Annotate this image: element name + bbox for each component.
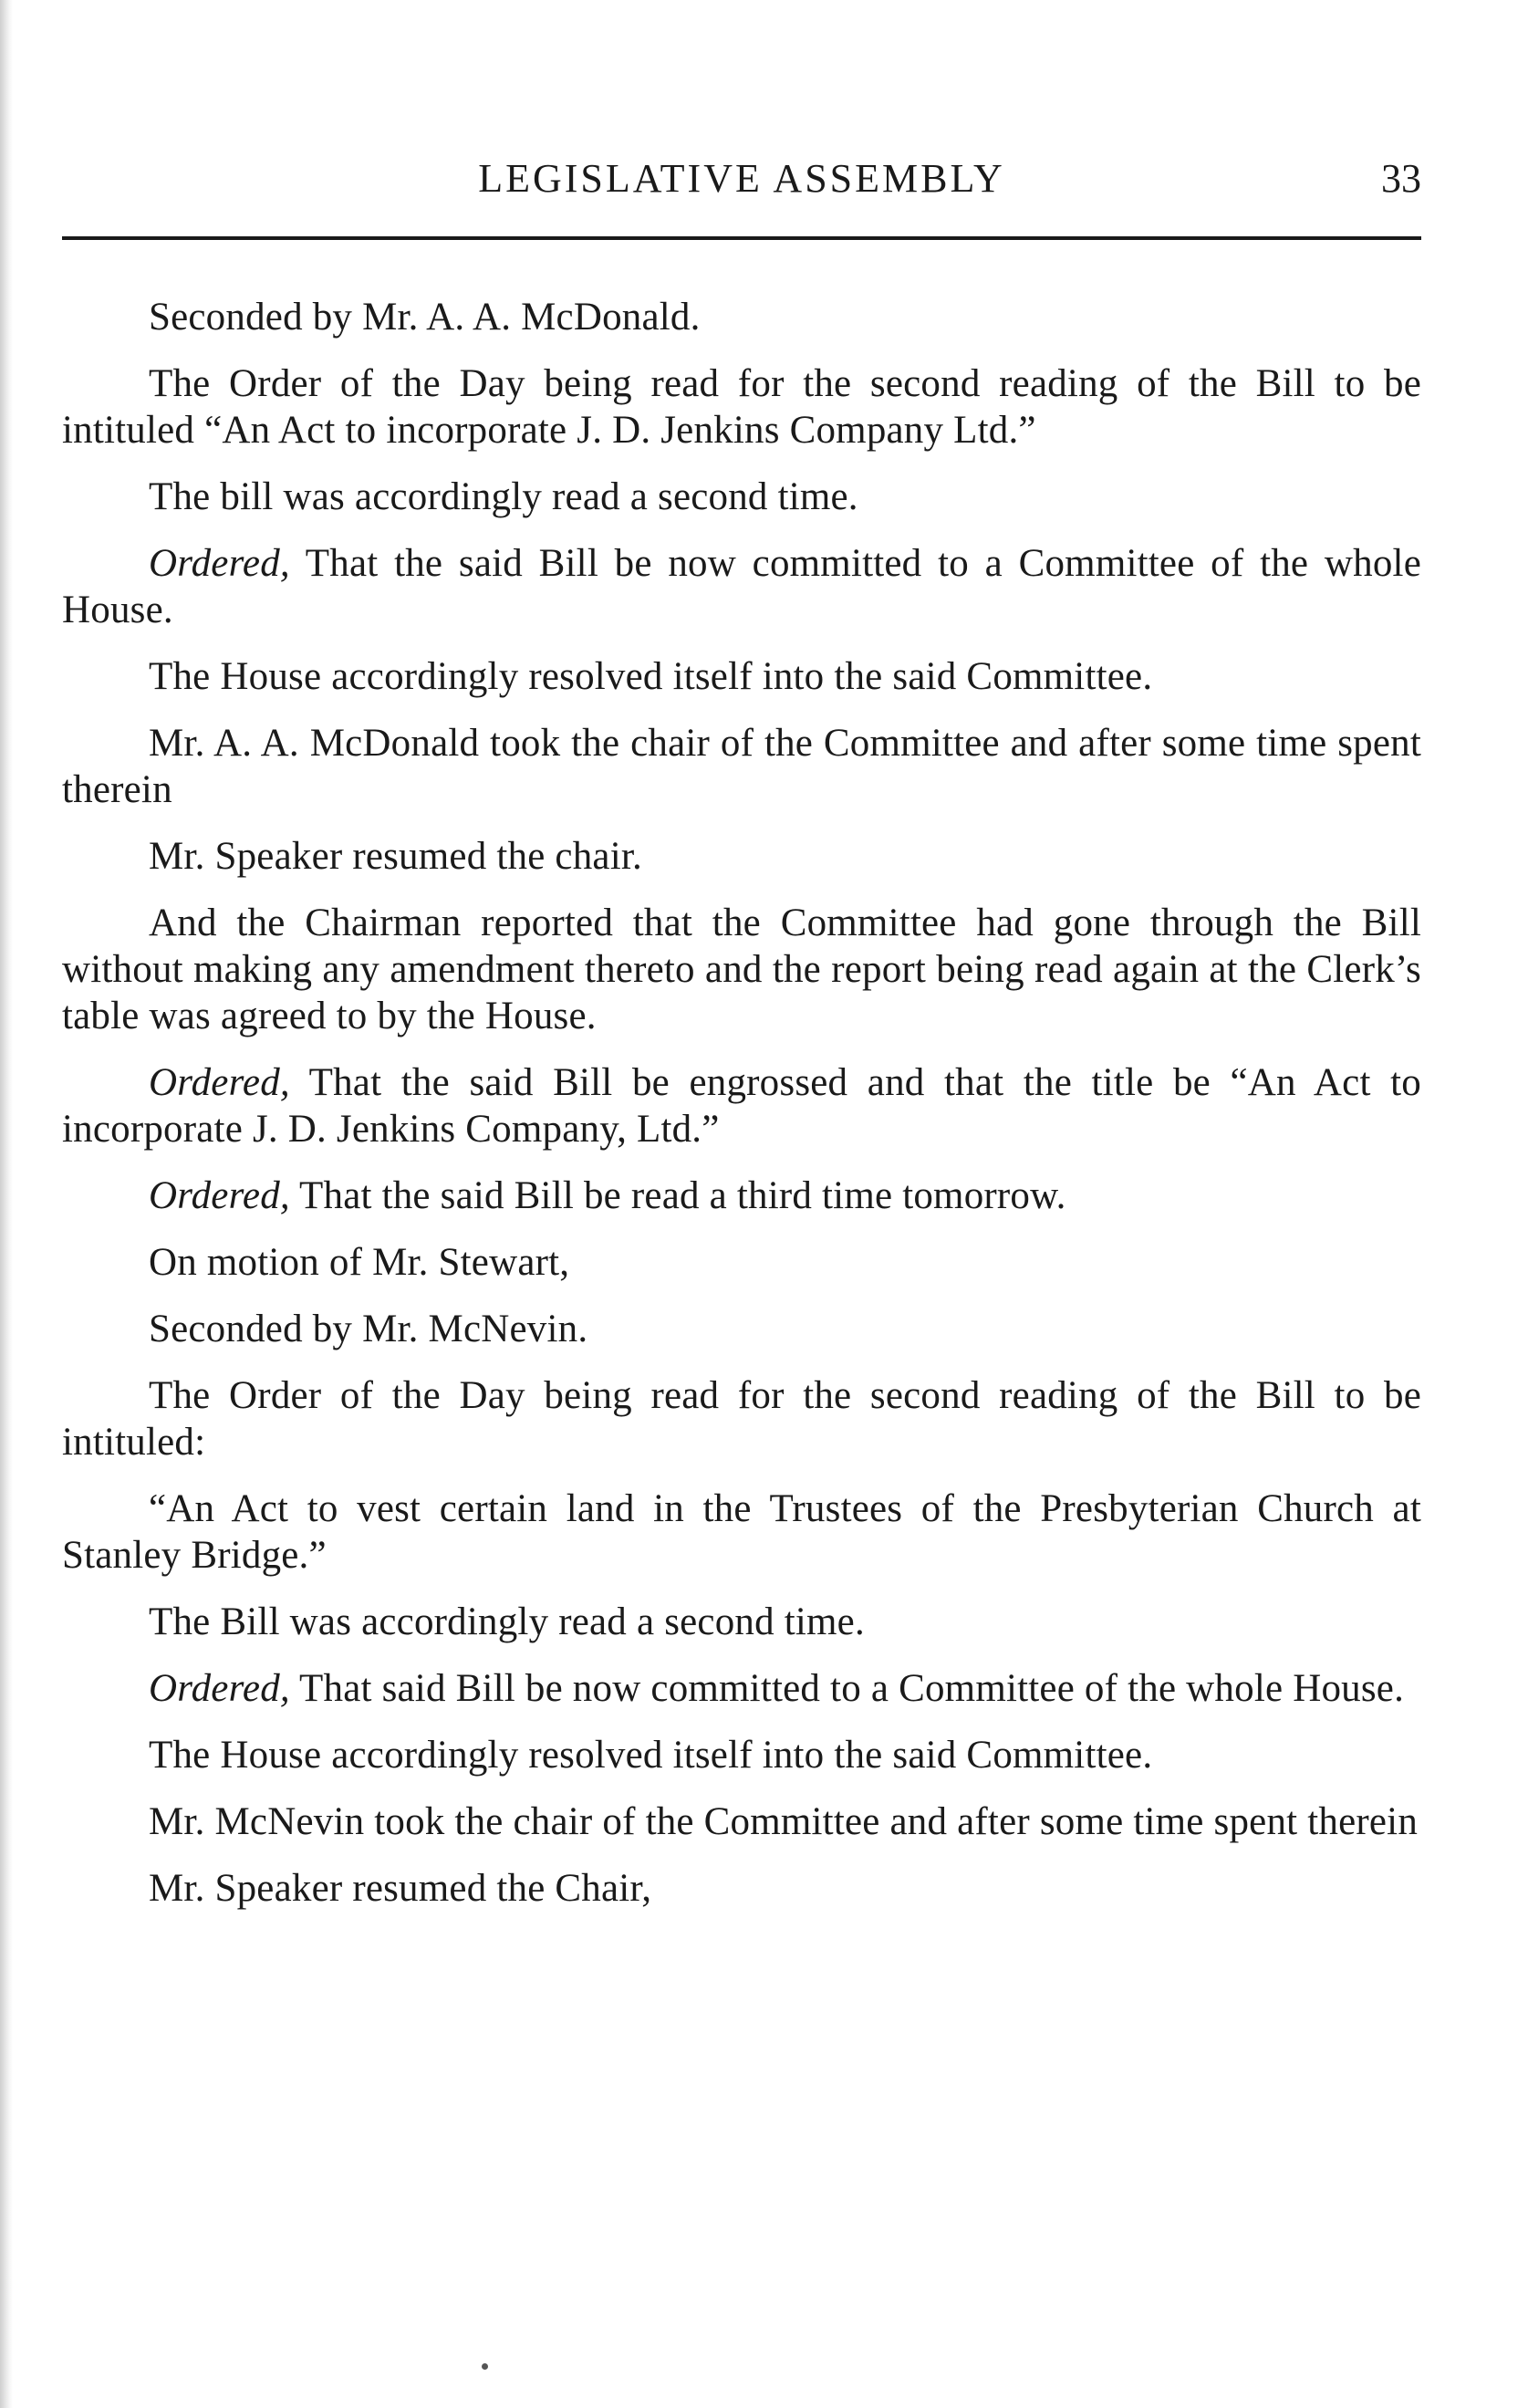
page-number: 33 <box>1381 156 1421 201</box>
paragraph: And the Chairman reported that the Committee had gone through the Bill without making any amendment thereto and the report being read again at the Clerk’s table was agreed to by the House. <box>62 902 1421 1037</box>
paragraph: “An Act to vest certain land in the Trustees of the Presbyterian Church at Stanley Bridge.” <box>62 1487 1421 1577</box>
page-edge-shadow <box>0 0 13 2408</box>
paragraph: Mr. Speaker resumed the chair. <box>149 835 642 878</box>
paragraph: Ordered, That the said Bill be now committed to a Committee of the whole House. <box>62 542 1421 631</box>
ordered-lead: Ordered, <box>149 1061 290 1104</box>
paragraph: Mr. Speaker resumed the Chair, <box>149 1867 652 1910</box>
paragraph: Mr. A. A. McDonald took the chair of the Committee and after some time spent therein <box>62 722 1421 811</box>
paragraph: Ordered, That the said Bill be read a third time tomorrow. <box>149 1174 1066 1217</box>
paragraph: The Bill was accordingly read a second time. <box>149 1600 865 1643</box>
ordered-lead: Ordered, <box>149 542 290 585</box>
paragraph: Seconded by Mr. McNevin. <box>149 1308 588 1350</box>
paragraph: Ordered, That said Bill be now committed to a Committee of the whole House. <box>149 1667 1405 1710</box>
paragraph: The bill was accordingly read a second time. <box>149 475 858 518</box>
ordered-lead: Ordered, <box>149 1174 290 1217</box>
print-speck <box>482 2363 488 2370</box>
ordered-lead: Ordered, <box>149 1667 290 1710</box>
paragraph: The Order of the Day being read for the second reading of the Bill to be intituled: <box>62 1374 1421 1464</box>
paragraph: Ordered, That the said Bill be engrossed and that the title be “An Act to incorporate J. D. Jenkins Company, Ltd.” <box>62 1061 1421 1151</box>
paragraph: The House accordingly resolved itself into the said Committee. <box>149 1734 1153 1777</box>
paragraph: The Order of the Day being read for the second reading of the Bill to be intituled “An Act to incorporate J. D. Jenkins Company Ltd.” <box>62 362 1421 452</box>
paragraph: The House accordingly resolved itself into the said Committee. <box>149 655 1153 698</box>
paragraph: Seconded by Mr. A. A. McDonald. <box>149 296 701 339</box>
running-header <box>62 155 1421 210</box>
page-body <box>62 294 1421 1932</box>
running-title: LEGISLATIVE ASSEMBLY <box>478 156 1005 201</box>
header-rule <box>62 236 1421 240</box>
paragraph: Mr. McNevin took the chair of the Committee and after some time spent therein <box>149 1800 1419 1843</box>
paragraph: On motion of Mr. Stewart, <box>149 1241 570 1284</box>
